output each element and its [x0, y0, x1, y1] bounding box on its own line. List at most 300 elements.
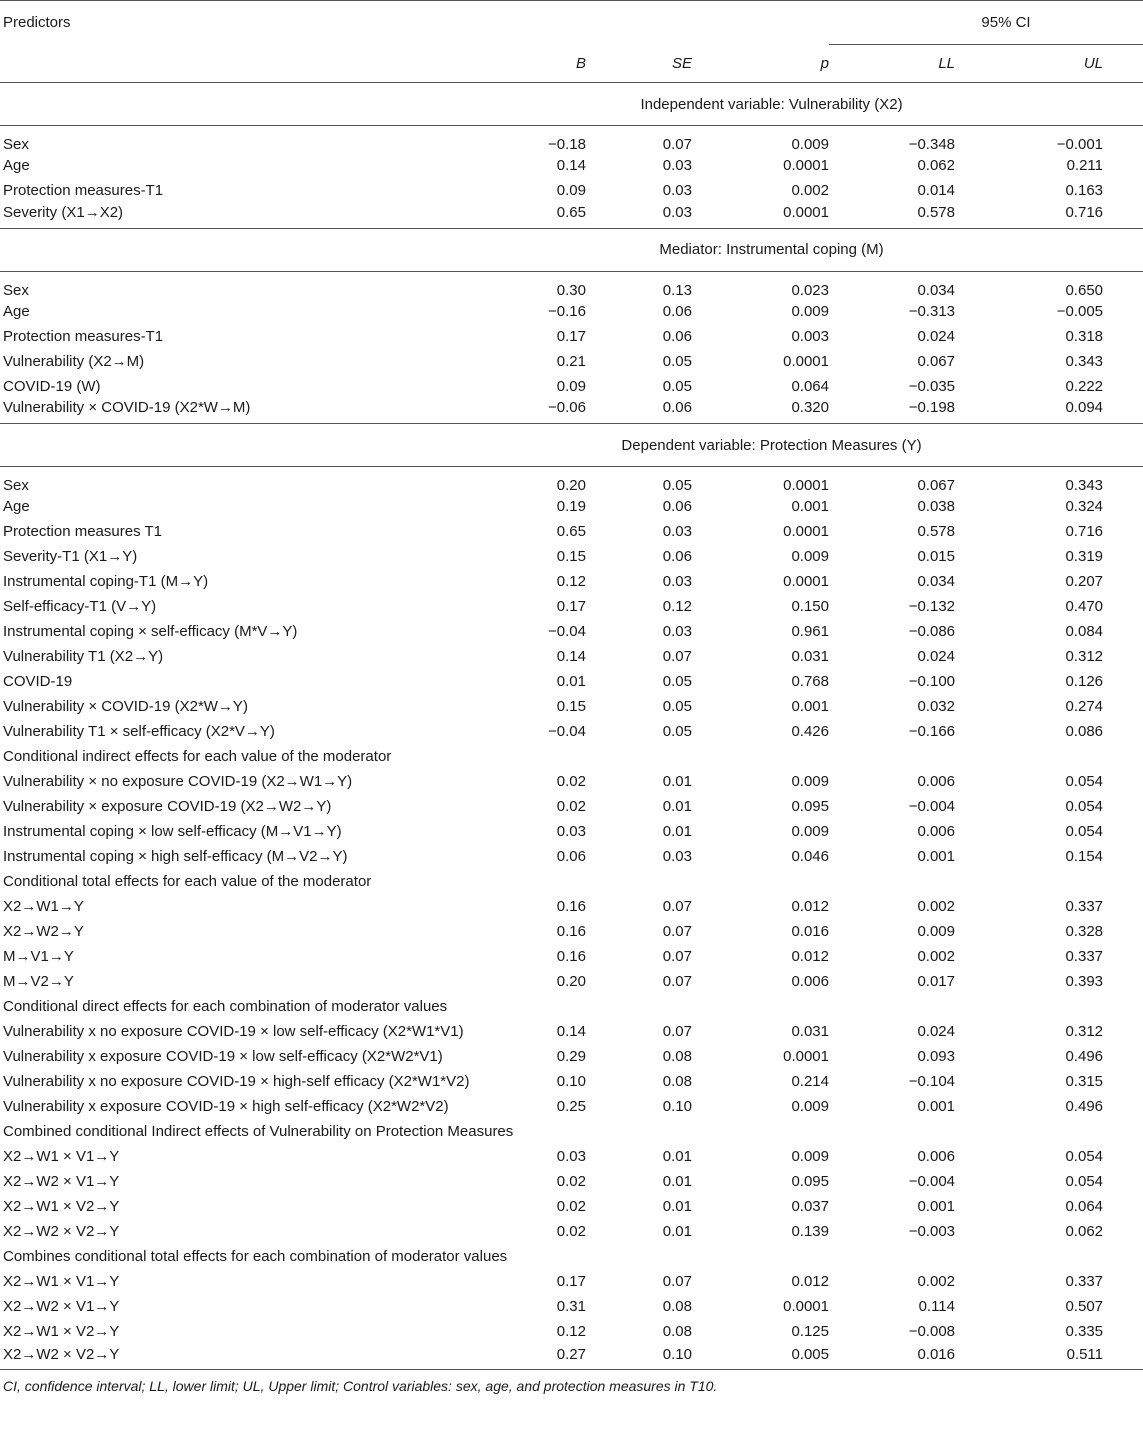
table-row: [0, 1169, 1143, 1194]
ll-cell: −0.100: [908, 673, 955, 690]
ul-cell: 0.337: [1065, 898, 1104, 915]
table-row: [0, 944, 1143, 969]
table-row: [0, 1019, 1143, 1044]
se-cell: 0.07: [662, 973, 692, 990]
p-cell: 0.001: [791, 498, 829, 515]
b-cell: −0.16: [548, 302, 586, 320]
se-cell: 0.08: [662, 1048, 692, 1065]
p-cell: 0.214: [791, 1073, 829, 1090]
table-row: [0, 399, 1143, 424]
predictor-cell: Protection measures T1: [3, 523, 162, 540]
ll-cell: 0.038: [917, 498, 955, 515]
table-row: [0, 1344, 1143, 1369]
b-cell: −0.04: [548, 723, 586, 740]
se-cell: 0.06: [662, 302, 692, 320]
ll-cell: 0.002: [917, 1273, 955, 1290]
ul-cell: 0.650: [1065, 281, 1104, 299]
predictor-cell: Vulnerability (X2→M): [3, 352, 145, 370]
b-cell: 0.65: [500, 203, 586, 228]
predictor-cell: Severity-T1 (X1→Y): [3, 548, 138, 565]
se-cell: 0.01: [662, 798, 692, 815]
predictor-cell: Vulnerability × COVID-19 (X2*W→Y): [3, 698, 248, 715]
ll-cell: −0.004: [908, 1173, 955, 1190]
ll-cell: 0.034: [917, 281, 955, 299]
b-cell: −0.18: [548, 136, 586, 153]
se-cell: 0.07: [662, 648, 692, 665]
p-cell: 0.0001: [783, 523, 829, 540]
table-row: [0, 299, 1143, 324]
table-row: [0, 203, 1143, 228]
table-row: [0, 544, 1143, 569]
predictor-cell: Instrumental coping × low self-efficacy (M→V1→Y): [3, 823, 342, 840]
section-header: [0, 424, 1143, 467]
predictor-cell: COVID-19 (W): [3, 377, 101, 395]
predictor-cell: Vulnerability × no exposure COVID-19 (X2→W1→Y): [3, 773, 353, 790]
header-row-columns: [0, 45, 1143, 83]
se-cell: 0.06: [662, 548, 692, 565]
table-row: [0, 324, 1143, 349]
table-row: [0, 467, 1143, 495]
predictor-cell: Vulnerability T1 × self-efficacy (X2*V→Y): [3, 723, 275, 740]
ul-cell: 0.207: [1065, 573, 1104, 590]
se-cell: 0.03: [586, 203, 692, 228]
b-cell: 0.02: [556, 798, 586, 815]
ll-cell: 0.067: [917, 477, 955, 494]
predictor-cell: Sex: [3, 477, 29, 494]
predictor-cell: Protection measures-T1: [3, 327, 164, 345]
b-cell: 0.09: [556, 377, 586, 395]
b-cell: 0.14: [556, 157, 586, 174]
se-cell: 0.03: [662, 182, 692, 199]
ul-cell: 0.062: [1065, 1223, 1104, 1240]
subsection-header-label: Conditional indirect effects for each value of the moderator: [3, 748, 392, 765]
table-row: [0, 1219, 1143, 1244]
ll-cell: 0.014: [917, 182, 955, 199]
se-cell: 0.05: [662, 477, 692, 494]
table-row: [0, 374, 1143, 399]
predictor-cell: Sex: [3, 136, 29, 153]
p-cell: 0.0001: [783, 477, 829, 494]
b-cell: 0.65: [556, 523, 586, 540]
predictor-cell: Instrumental coping × self-efficacy (M*V→Y): [3, 623, 298, 640]
ul-cell: 0.312: [1065, 648, 1104, 665]
table-row: [0, 1269, 1143, 1294]
ll-cell: 0.002: [917, 948, 955, 965]
ul-cell: −0.005: [1056, 302, 1104, 320]
b-cell: −0.04: [548, 623, 586, 640]
ul-cell: 0.163: [1065, 182, 1104, 199]
se-cell: 0.10: [586, 1344, 692, 1369]
col-header-b: B: [500, 45, 586, 83]
predictor-cell: Age: [3, 498, 30, 515]
table-row: [0, 644, 1143, 669]
b-cell: 0.14: [556, 1023, 586, 1040]
ll-cell: 0.578: [829, 203, 955, 228]
ul-cell: 0.328: [1065, 923, 1104, 940]
subsection-header: [0, 1119, 1143, 1144]
table-row: [0, 271, 1143, 299]
p-cell: 0.139: [791, 1223, 829, 1240]
predictor-cell: X2→W2 × V1→Y: [3, 1173, 120, 1190]
ll-cell: −0.004: [908, 798, 955, 815]
table-row: [0, 569, 1143, 594]
table-row: [0, 126, 1143, 154]
b-cell: −0.06: [500, 399, 586, 424]
predictor-cell: M→V1→Y: [3, 948, 74, 965]
p-cell: 0.0001: [692, 203, 829, 228]
b-cell: 0.10: [556, 1073, 586, 1090]
se-cell: 0.07: [662, 136, 692, 153]
p-cell: 0.009: [791, 1098, 829, 1115]
b-cell: 0.30: [556, 281, 586, 299]
ul-cell: 0.054: [1065, 1148, 1104, 1165]
ll-cell: 0.006: [917, 773, 955, 790]
predictor-cell: Vulnerability x no exposure COVID-19 × low self-efficacy (X2*W1*V1): [3, 1023, 464, 1040]
predictor-cell: Instrumental coping × high self-efficacy (M→V2→Y): [3, 848, 348, 865]
ll-cell: 0.009: [917, 923, 955, 940]
ul-cell: 0.507: [1065, 1298, 1104, 1315]
table-row: [0, 349, 1143, 374]
ul-cell: 0.054: [1065, 823, 1104, 840]
se-cell: 0.08: [662, 1323, 692, 1340]
b-cell: 0.01: [556, 673, 586, 690]
table-row: [0, 669, 1143, 694]
ul-cell: 0.343: [1065, 477, 1104, 494]
ul-cell: 0.054: [1065, 773, 1104, 790]
p-cell: 0.125: [791, 1323, 829, 1340]
table-row: [0, 919, 1143, 944]
ll-cell: 0.024: [917, 1023, 955, 1040]
col-header-se: SE: [586, 45, 692, 83]
p-cell: 0.009: [791, 302, 829, 320]
p-cell: 0.046: [791, 848, 829, 865]
ul-cell: 0.496: [1065, 1098, 1104, 1115]
se-cell: 0.03: [662, 157, 692, 174]
predictor-cell: Severity (X1→X2): [0, 203, 500, 228]
predictor-cell: X2→W1→Y: [3, 898, 84, 915]
ll-cell: −0.348: [908, 136, 955, 153]
ul-cell: 0.337: [1065, 1273, 1104, 1290]
table-row: [0, 153, 1143, 178]
se-cell: 0.07: [662, 948, 692, 965]
ll-cell: 0.114: [918, 1298, 955, 1315]
b-cell: 0.16: [556, 948, 586, 965]
table-row: [0, 494, 1143, 519]
predictor-cell: M→V2→Y: [3, 973, 74, 990]
table-row: [0, 1319, 1143, 1344]
ul-cell: 0.318: [1065, 327, 1104, 345]
ll-cell: 0.002: [917, 898, 955, 915]
p-cell: 0.095: [791, 1173, 829, 1190]
col-header-ul: UL: [955, 45, 1143, 83]
ul-cell: 0.094: [955, 399, 1143, 424]
p-cell: 0.426: [791, 723, 829, 740]
b-cell: 0.19: [556, 498, 586, 515]
p-cell: 0.009: [791, 548, 829, 565]
ul-cell: 0.154: [1065, 848, 1104, 865]
table-row: [0, 1194, 1143, 1219]
se-cell: 0.13: [662, 281, 692, 299]
ll-cell: −0.035: [908, 377, 955, 395]
predictor-cell: Vulnerability x no exposure COVID-19 × high-self efficacy (X2*W1*V2): [3, 1073, 470, 1090]
se-cell: 0.06: [586, 399, 692, 424]
table-row: [0, 894, 1143, 919]
b-cell: 0.29: [556, 1048, 586, 1065]
b-cell: 0.20: [556, 973, 586, 990]
se-cell: 0.05: [662, 723, 692, 740]
b-cell: 0.16: [556, 923, 586, 940]
p-cell: 0.009: [791, 773, 829, 790]
ll-cell: −0.008: [908, 1323, 955, 1340]
b-cell: 0.27: [500, 1344, 586, 1369]
predictor-cell: Protection measures-T1: [3, 182, 164, 199]
b-cell: 0.02: [556, 1223, 586, 1240]
table-row: [0, 1094, 1143, 1119]
se-cell: 0.07: [662, 923, 692, 940]
se-cell: 0.05: [662, 698, 692, 715]
ll-cell: 0.001: [917, 848, 955, 865]
predictor-cell: Age: [3, 157, 30, 174]
predictor-cell: X2→W2→Y: [3, 923, 84, 940]
ll-cell: −0.198: [829, 399, 955, 424]
p-cell: 0.095: [791, 798, 829, 815]
table-row: [0, 619, 1143, 644]
p-cell: 0.064: [791, 377, 829, 395]
p-cell: 0.016: [791, 923, 829, 940]
ll-cell: 0.015: [917, 548, 955, 565]
section-header: [0, 83, 1143, 126]
se-cell: 0.01: [662, 773, 692, 790]
ll-cell: −0.003: [908, 1223, 955, 1240]
p-cell: 0.003: [791, 327, 829, 345]
p-cell: 0.009: [791, 1148, 829, 1165]
ul-cell: 0.716: [955, 203, 1143, 228]
subsection-header-label: Combined conditional Indirect effects of Vulnerability on Protection Measures: [3, 1123, 514, 1140]
ul-cell: 0.086: [1065, 723, 1104, 740]
ul-cell: 0.470: [1065, 598, 1104, 615]
b-cell: 0.21: [556, 352, 586, 370]
ul-cell: 0.496: [1065, 1048, 1104, 1065]
subsection-header-label: Conditional total effects for each value of the moderator: [3, 873, 372, 890]
table-footnote: CI, confidence interval; LL, lower limit; UL, Upper limit; Control variables: sex, age, and protection measures in T10.: [3, 1377, 718, 1394]
ll-cell: 0.016: [829, 1344, 955, 1369]
b-cell: 0.17: [556, 1273, 586, 1290]
b-cell: 0.06: [556, 848, 586, 865]
se-cell: 0.01: [662, 1223, 692, 1240]
predictor-cell: X2→W1 × V2→Y: [3, 1323, 120, 1340]
p-cell: 0.0001: [783, 573, 829, 590]
ll-cell: 0.032: [917, 698, 955, 715]
p-cell: 0.031: [791, 648, 829, 665]
ll-cell: 0.001: [917, 1198, 955, 1215]
p-cell: 0.961: [791, 623, 829, 640]
subsection-header-label: Combines conditional total effects for each combination of moderator values: [3, 1248, 508, 1265]
ll-cell: −0.104: [908, 1073, 955, 1090]
ul-cell: 0.054: [1065, 798, 1104, 815]
subsection-header: [0, 1244, 1143, 1269]
p-cell: 0.023: [791, 281, 829, 299]
p-cell: 0.320: [692, 399, 829, 424]
predictor-cell: Instrumental coping-T1 (M→Y): [3, 573, 209, 590]
ul-cell: 0.054: [1065, 1173, 1104, 1190]
table-row: [0, 1144, 1143, 1169]
predictor-cell: X2→W1 × V1→Y: [3, 1273, 120, 1290]
table-body: [0, 83, 1143, 1370]
ll-cell: −0.132: [908, 598, 955, 615]
ul-cell: 0.324: [1065, 498, 1104, 515]
se-cell: 0.06: [662, 498, 692, 515]
ul-cell: 0.393: [1065, 973, 1104, 990]
se-cell: 0.05: [662, 377, 692, 395]
p-cell: 0.009: [791, 136, 829, 153]
table-row: [0, 969, 1143, 994]
section-header: [0, 228, 1143, 271]
ll-cell: 0.024: [917, 648, 955, 665]
predictor-cell: Vulnerability × exposure COVID-19 (X2→W2→Y): [3, 798, 332, 815]
p-cell: 0.768: [791, 673, 829, 690]
predictor-cell: Vulnerability T1 (X2→Y): [3, 648, 164, 665]
b-cell: 0.03: [556, 823, 586, 840]
predictor-cell: Self-efficacy-T1 (V→Y): [3, 598, 157, 615]
ll-cell: 0.006: [917, 823, 955, 840]
p-cell: 0.012: [791, 898, 829, 915]
p-cell: 0.009: [791, 823, 829, 840]
p-cell: 0.037: [791, 1198, 829, 1215]
p-cell: 0.012: [791, 1273, 829, 1290]
ll-cell: 0.034: [917, 573, 955, 590]
ul-cell: 0.126: [1065, 673, 1104, 690]
se-cell: 0.07: [662, 1023, 692, 1040]
se-cell: 0.01: [662, 1173, 692, 1190]
table-row: [0, 844, 1143, 869]
table-row: [0, 594, 1143, 619]
p-cell: 0.006: [791, 973, 829, 990]
p-cell: 0.012: [791, 948, 829, 965]
ll-cell: 0.067: [917, 352, 955, 370]
table-row: [0, 819, 1143, 844]
subsection-header-label: Conditional direct effects for each combination of moderator values: [3, 998, 448, 1015]
ll-cell: 0.093: [917, 1048, 955, 1065]
ll-cell: −0.313: [908, 302, 955, 320]
ul-cell: 0.511: [955, 1344, 1143, 1369]
se-cell: 0.03: [662, 523, 692, 540]
ll-cell: −0.086: [908, 623, 955, 640]
predictors-header: Predictors: [0, 1, 500, 45]
header-row-top: [0, 1, 1143, 45]
ul-cell: 0.716: [1065, 523, 1104, 540]
predictor-cell: X2→W2 × V2→Y: [0, 1344, 500, 1369]
ul-cell: 0.319: [1065, 548, 1104, 565]
ul-cell: 0.084: [1065, 623, 1104, 640]
p-cell: 0.150: [791, 598, 829, 615]
col-header-p: p: [692, 45, 829, 83]
predictor-cell: X2→W2 × V1→Y: [3, 1298, 120, 1315]
section-header-label: Dependent variable: Protection Measures (Y): [0, 424, 1143, 467]
se-cell: 0.08: [662, 1298, 692, 1315]
section-header-label: Mediator: Instrumental coping (M): [0, 228, 1143, 271]
se-cell: 0.01: [662, 823, 692, 840]
se-cell: 0.08: [662, 1073, 692, 1090]
b-cell: 0.15: [556, 698, 586, 715]
ll-cell: 0.024: [917, 327, 955, 345]
b-cell: 0.02: [556, 773, 586, 790]
predictor-cell: X2→W1 × V1→Y: [3, 1148, 120, 1165]
se-cell: 0.03: [662, 848, 692, 865]
ul-cell: 0.337: [1065, 948, 1104, 965]
se-cell: 0.06: [662, 327, 692, 345]
table-row: [0, 1294, 1143, 1319]
b-cell: 0.12: [556, 1323, 586, 1340]
se-cell: 0.03: [662, 573, 692, 590]
se-cell: 0.10: [662, 1098, 692, 1115]
p-cell: 0.031: [791, 1023, 829, 1040]
b-cell: 0.17: [556, 327, 586, 345]
se-cell: 0.01: [662, 1198, 692, 1215]
ul-cell: 0.315: [1065, 1073, 1104, 1090]
b-cell: 0.20: [556, 477, 586, 494]
b-cell: 0.03: [556, 1148, 586, 1165]
subsection-header: [0, 744, 1143, 769]
se-cell: 0.05: [662, 352, 692, 370]
col-header-ll: LL: [829, 45, 955, 83]
ul-cell: 0.211: [1066, 157, 1104, 174]
predictor-cell: X2→W1 × V2→Y: [3, 1198, 120, 1215]
table-row: [0, 519, 1143, 544]
section-header-label: Independent variable: Vulnerability (X2): [0, 83, 1143, 126]
predictor-cell: Age: [3, 302, 30, 320]
se-cell: 0.03: [662, 623, 692, 640]
p-cell: 0.0001: [783, 1048, 829, 1065]
b-cell: 0.25: [556, 1098, 586, 1115]
predictor-cell: Vulnerability x exposure COVID-19 × high self-efficacy (X2*W2*V2): [3, 1098, 449, 1115]
ul-cell: 0.312: [1065, 1023, 1104, 1040]
subsection-header: [0, 869, 1143, 894]
ul-cell: −0.001: [1056, 136, 1104, 153]
p-cell: 0.002: [791, 182, 829, 199]
se-cell: 0.07: [662, 898, 692, 915]
ll-cell: −0.166: [908, 723, 955, 740]
b-cell: 0.16: [556, 898, 586, 915]
b-cell: 0.09: [556, 182, 586, 199]
ll-cell: 0.006: [917, 1148, 955, 1165]
ll-cell: 0.578: [917, 523, 955, 540]
se-cell: 0.12: [662, 598, 692, 615]
subsection-header: [0, 994, 1143, 1019]
ll-cell: 0.062: [917, 157, 955, 174]
p-cell: 0.005: [692, 1344, 829, 1369]
table-row: [0, 1069, 1143, 1094]
ul-cell: 0.274: [1065, 698, 1104, 715]
se-cell: 0.01: [662, 1148, 692, 1165]
p-cell: 0.0001: [783, 352, 829, 370]
predictor-cell: Vulnerability × COVID-19 (X2*W→M): [0, 399, 500, 424]
p-cell: 0.001: [791, 698, 829, 715]
b-cell: 0.02: [556, 1173, 586, 1190]
table-row: [0, 1044, 1143, 1069]
se-cell: 0.07: [662, 1273, 692, 1290]
table-row: [0, 769, 1143, 794]
table-row: [0, 178, 1143, 203]
predictor-cell: Sex: [3, 281, 29, 299]
b-cell: 0.17: [556, 598, 586, 615]
p-cell: 0.0001: [783, 1298, 829, 1315]
ul-cell: 0.335: [1065, 1323, 1104, 1340]
b-cell: 0.14: [556, 648, 586, 665]
b-cell: 0.12: [556, 573, 586, 590]
table-row: [0, 694, 1143, 719]
b-cell: 0.02: [556, 1198, 586, 1215]
p-cell: 0.0001: [783, 157, 829, 174]
